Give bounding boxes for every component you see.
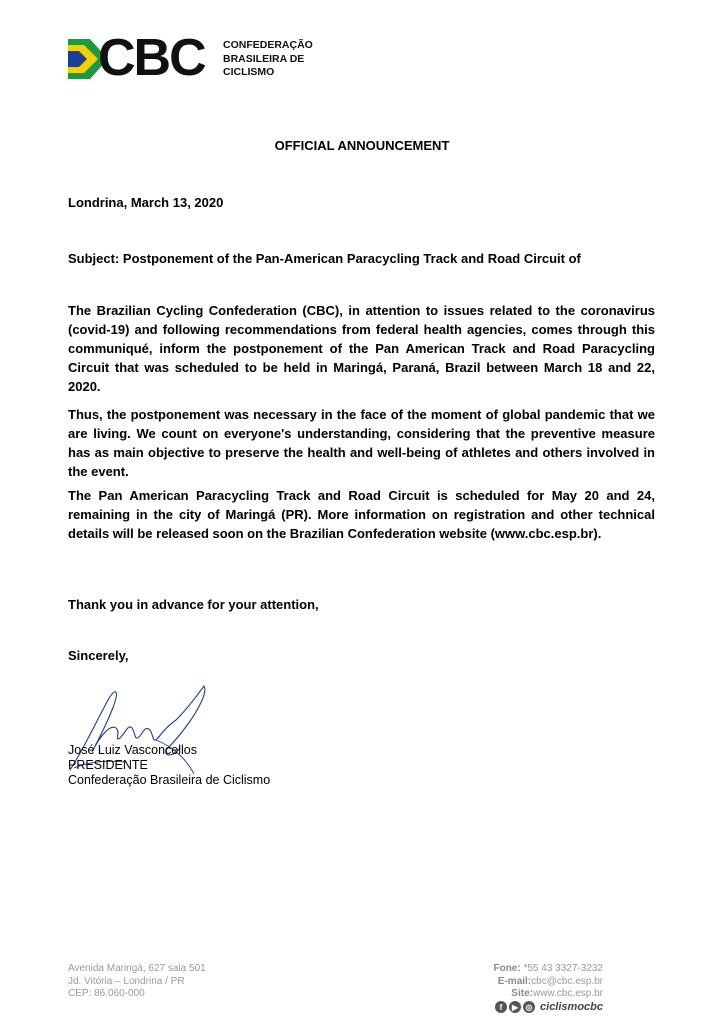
address-line-3: CEP: 86.060-000 [68, 988, 145, 999]
footer-contact [493, 963, 603, 1001]
email-line [493, 976, 603, 989]
place-date: Londrina, March 13, 2020 [68, 195, 224, 210]
signatory-name: José Luiz Vasconcellos [68, 743, 198, 757]
phone-label: Fone: [493, 963, 521, 974]
site-label: Site: [511, 988, 533, 999]
social-handle: ciclismocbc [540, 1001, 603, 1013]
instagram-icon[interactable]: ◎ [523, 1001, 535, 1013]
phone-line [493, 963, 603, 976]
paragraph-2: Thus, the postponement was necessary in the face of the moment of global pandemic that we are living. We count on everyone's understanding, considering that the preventive measure has as main objective to preserve the health and well-being of athletes and others involved in the event. [68, 407, 655, 479]
email-value: cbc@cbc.esp.br [531, 975, 603, 987]
footer-address [68, 963, 206, 1001]
logo-line-2: BRASILEIRA DE [223, 52, 305, 65]
youtube-icon[interactable]: ▶ [509, 1001, 521, 1013]
signatory-role: PRESIDENTE [68, 758, 148, 772]
email-label: E-mail: [497, 975, 532, 987]
thanks-line: Thank you in advance for your attention, [68, 597, 319, 612]
document-title: OFFICIAL ANNOUNCEMENT [274, 138, 450, 153]
social-links [495, 1001, 603, 1013]
signatory-org: Confederação Brasileira de Ciclismo [68, 773, 271, 787]
paragraph-3: The Pan American Paracycling Track and Road Circuit is scheduled for May 20 and 24, remaining in the city of Maringá (PR). More information on registration and other technical details will be released soon on the Brazilian Confederation website (www.cbc.esp.br). [68, 488, 655, 541]
logo-line-3: CICLISMO [223, 66, 275, 78]
site-value: www.cbc.esp.br [532, 988, 603, 999]
facebook-icon[interactable]: f [495, 1001, 507, 1013]
closing-line: Sincerely, [68, 648, 129, 663]
signatory-block [68, 743, 270, 788]
cbc-logo [68, 29, 328, 87]
site-line [493, 988, 603, 1001]
logo-wordmark [223, 39, 313, 80]
phone-value: *55 43 3327-3232 [520, 963, 603, 974]
address-line-2: Jd. Vitória – Londrina / PR [68, 975, 185, 987]
subject-line: Subject: Postponement of the Pan-American Paracycling Track and Road Circuit of [68, 251, 581, 266]
logo-line-1: CONFEDERAÇÃO [223, 39, 313, 51]
paragraph-1: The Brazilian Cycling Confederation (CBC), in attention to issues related to the coronavirus (covid-19) and following recommendations from federal health agencies, comes through this communiqué, inform the postponement of the Pan American Track and Road Paracycling Circuit that was scheduled to be held in Maringá, Paraná, Brazil between March 18 and 22, 2020. [68, 303, 655, 394]
address-line-1: Avenida Maringá, 627 sala 501 [68, 963, 206, 974]
logo-letters: CBC [98, 29, 205, 87]
